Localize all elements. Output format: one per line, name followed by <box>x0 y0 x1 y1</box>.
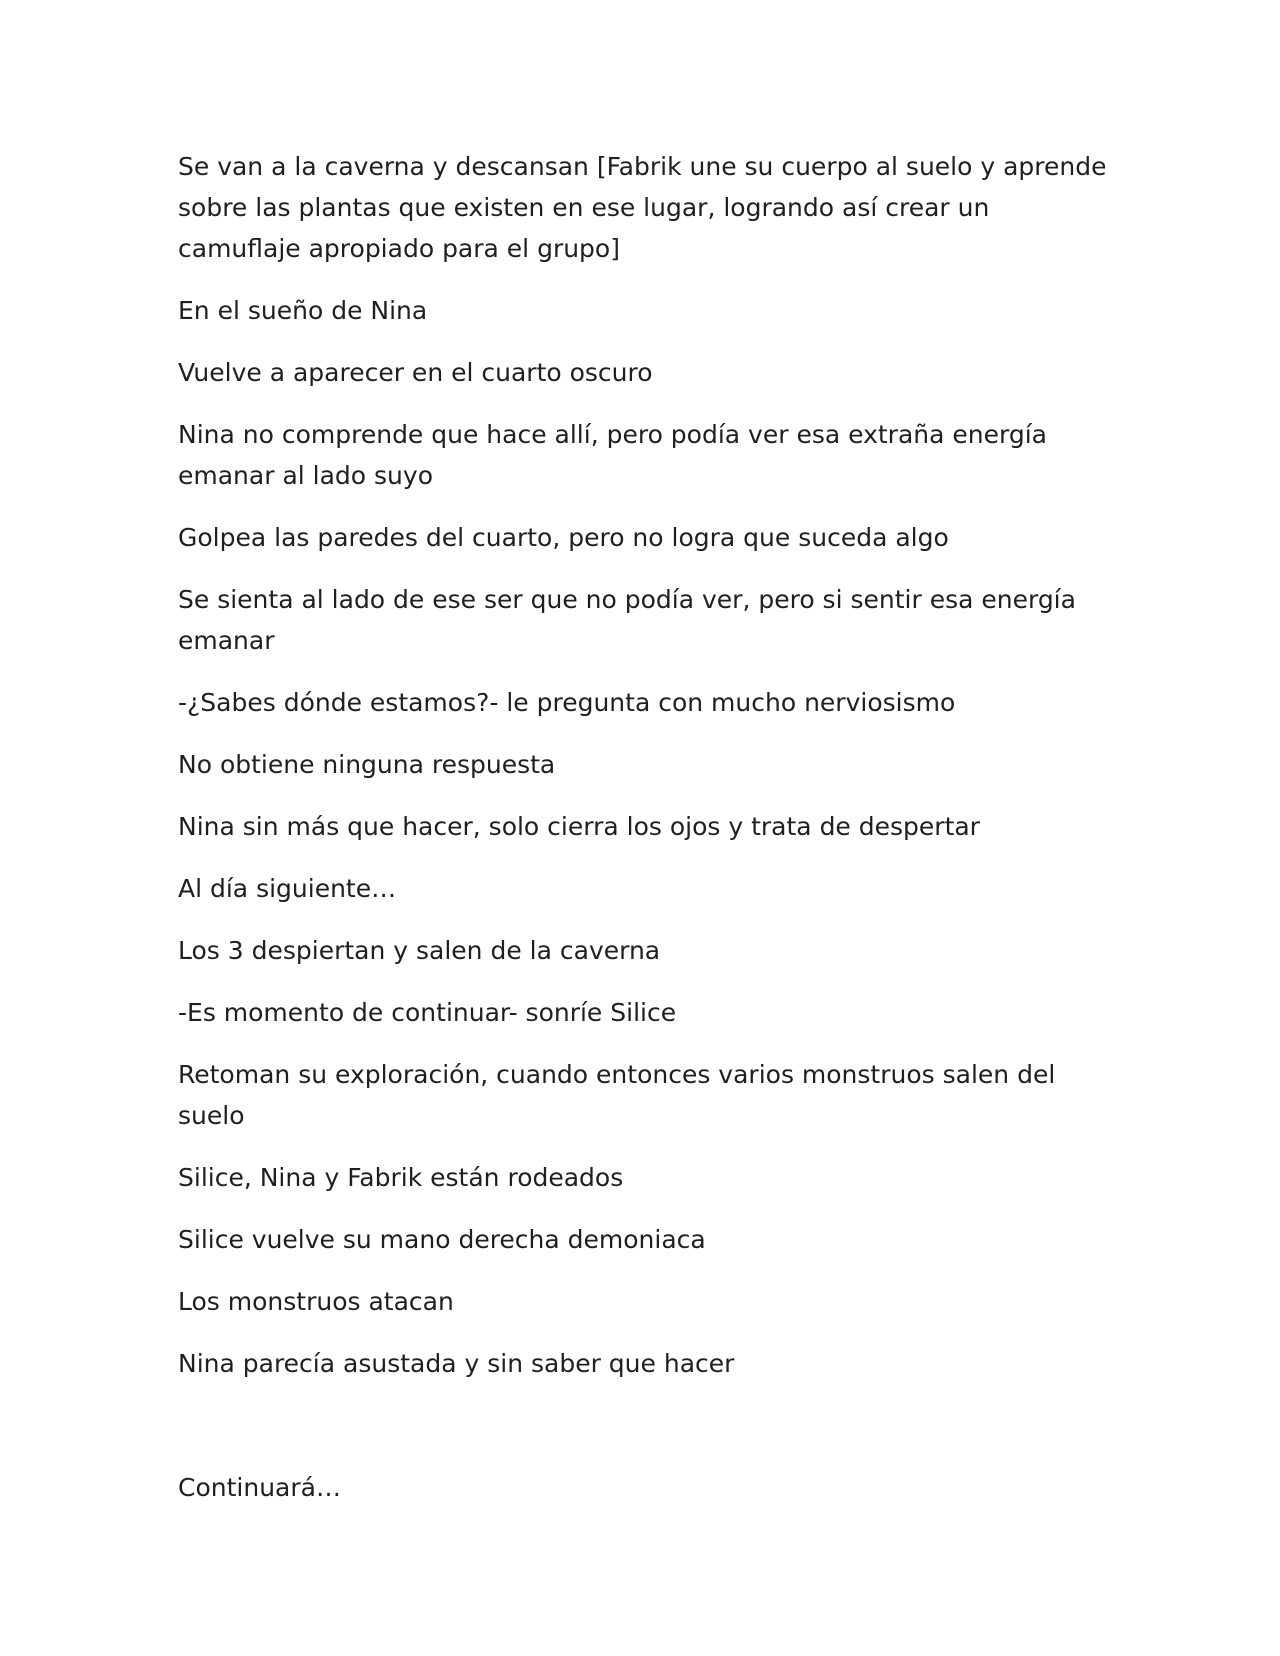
paragraph: No obtiene ninguna respuesta <box>178 750 556 779</box>
paragraph: Se sienta al lado de ese ser que no podía ver, pero si sentir esa energía emanar <box>178 585 1076 655</box>
document-body <box>178 146 1118 1529</box>
paragraph: -¿Sabes dónde estamos?- le pregunta con mucho nerviosismo <box>178 688 956 717</box>
paragraph: Silice vuelve su mano derecha demoniaca <box>178 1225 706 1254</box>
blank-line <box>178 1405 1118 1467</box>
paragraph: Golpea las paredes del cuarto, pero no logra que suceda algo <box>178 523 949 552</box>
paragraph: -Es momento de continuar- sonríe Silice <box>178 998 677 1027</box>
paragraph: Nina sin más que hacer, solo cierra los ojos y trata de despertar <box>178 812 980 841</box>
paragraph: Los 3 despiertan y salen de la caverna <box>178 936 661 965</box>
paragraph: Nina parecía asustada y sin saber que hacer <box>178 1349 735 1378</box>
paragraph: Se van a la caverna y descansan [Fabrik une su cuerpo al suelo y aprende sobre las plantas que existen en ese lugar, logrando así crear un camuflaje apropiado para el grupo] <box>178 152 1107 263</box>
paragraph: Nina no comprende que hace allí, pero podía ver esa extraña energía emanar al lado suyo <box>178 420 1047 490</box>
paragraph: Vuelve a aparecer en el cuarto oscuro <box>178 358 653 387</box>
closing-line: Continuará… <box>178 1473 341 1502</box>
paragraph: Silice, Nina y Fabrik están rodeados <box>178 1163 624 1192</box>
paragraph: Los monstruos atacan <box>178 1287 454 1316</box>
paragraph: En el sueño de Nina <box>178 296 428 325</box>
paragraph: Al día siguiente… <box>178 874 397 903</box>
paragraph: Retoman su exploración, cuando entonces varios monstruos salen del suelo <box>178 1060 1056 1130</box>
